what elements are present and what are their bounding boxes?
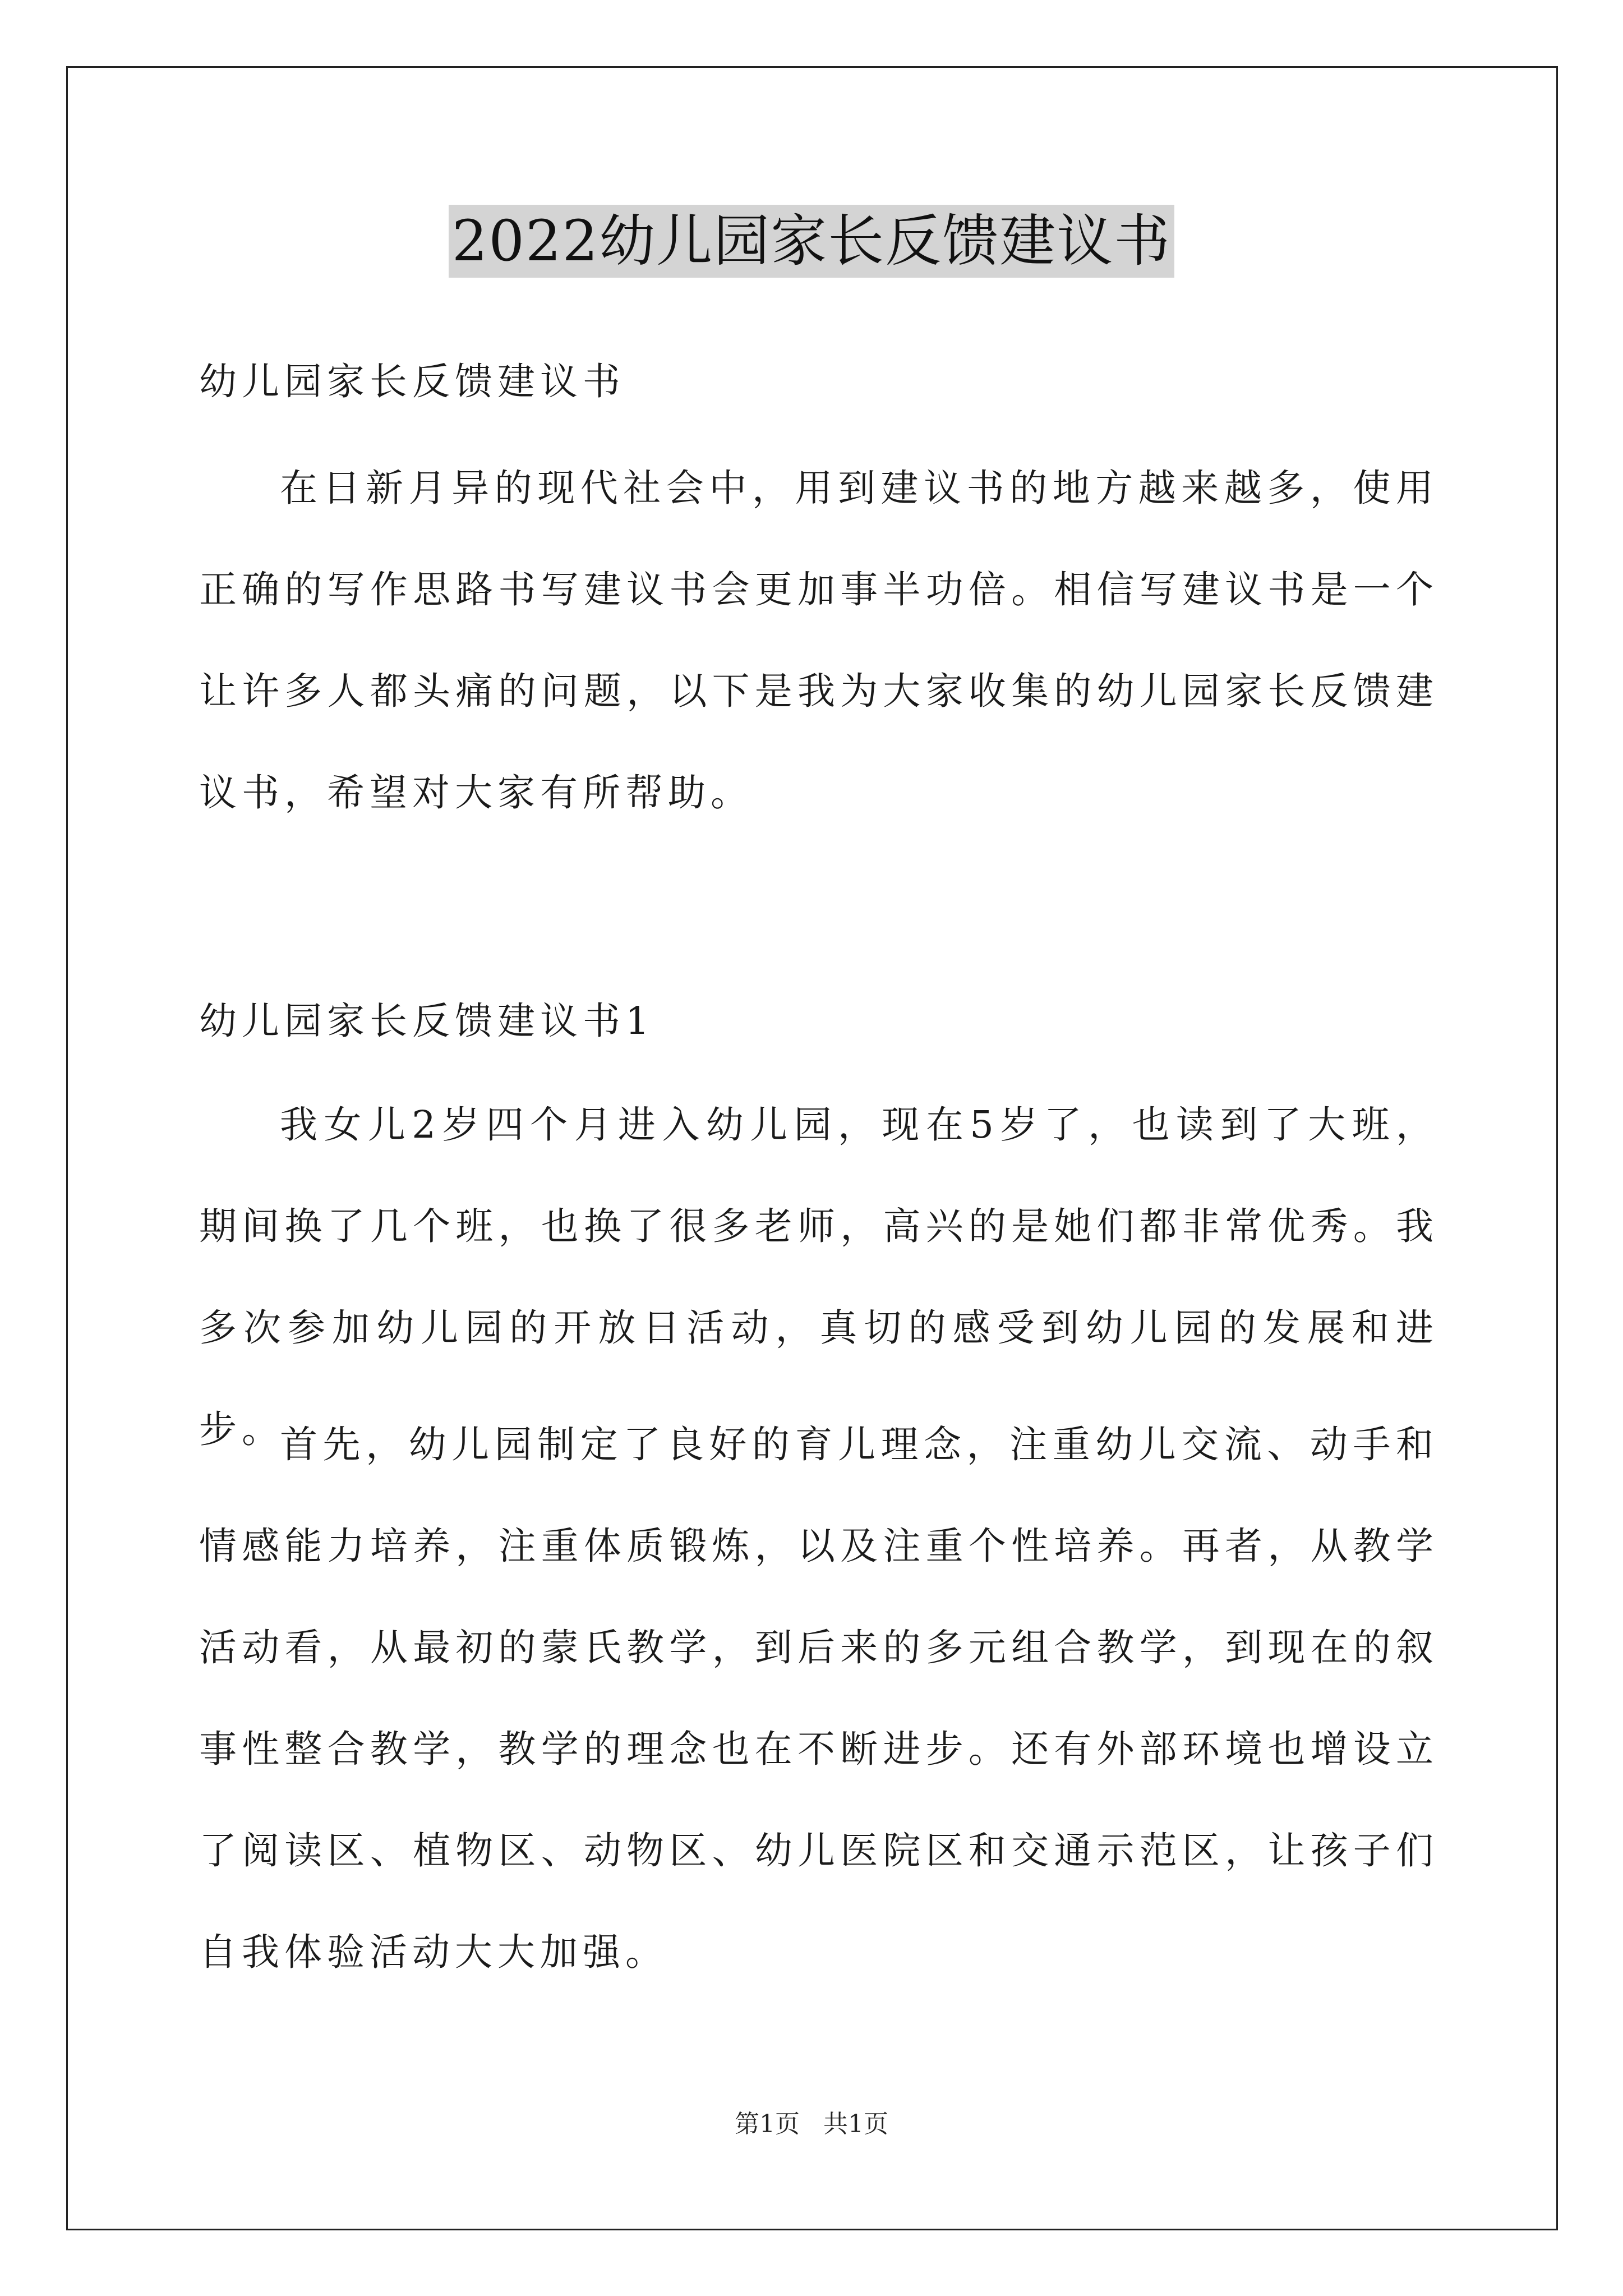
intro-paragraph: 在日新月异的现代社会中，用到建议书的地方越来越多，使用正确的写作思路书写建议书会更加事半功倍。相信写建议书是一个让许多人都头痛的问题，以下是我为大家收集的幼儿园家长反馈建议书，希望对大家有所帮助。: [199, 466, 1438, 815]
subtitle-paragraph: 幼儿园家长反馈建议书: [199, 360, 625, 403]
body-paragraph-1: 我女儿2岁四个月进入幼儿园，现在5岁了，也读到了大班，期间换了几个班，也换了很多老师，高兴的是她们都非常优秀。我多次参加幼儿园的开放日活动，真切的感受到幼儿园的发展和进步。: [199, 1103, 1438, 1451]
section-heading: 幼儿园家长反馈建议书1: [199, 999, 654, 1043]
body-paragraph-2: 首先，幼儿园制定了良好的育儿理念，注重幼儿交流、动手和情感能力培养，注重体质锻炼，以及注重个性培养。再者，从教学活动看，从最初的蒙氏教学，到后来的多元组合教学，到现在的叙事性整合教学，教学的理念也在不断进步。还有外部环境也增设立了阅读区、植物区、动物区、幼儿医院区和交通示范区，让孩子们自我体验活动大大加强。: [199, 1423, 1438, 1974]
page-number: 第1页: [735, 2110, 800, 2138]
title-container: [0, 205, 1623, 278]
page-footer: [0, 2104, 1623, 2139]
document-title: 2022幼儿园家长反馈建议书: [449, 205, 1175, 278]
page-total: 共1页: [823, 2110, 888, 2138]
